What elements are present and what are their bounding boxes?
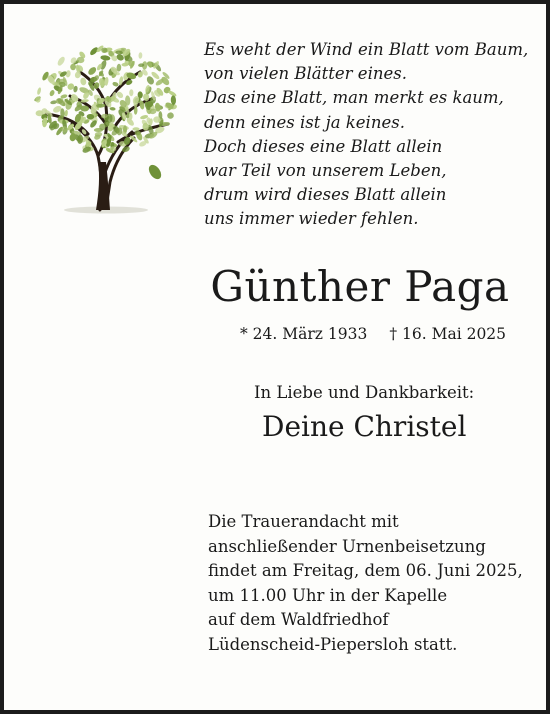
poem-line: Es weht der Wind ein Blatt vom Baum,	[204, 40, 529, 59]
poem-line: von vielen Blätter eines.	[204, 64, 407, 84]
service-line: um 11.00 Uhr in der Kapelle	[208, 585, 448, 605]
leaf	[80, 77, 87, 86]
leaf	[138, 52, 142, 59]
leaf	[171, 95, 177, 105]
poem-line: Doch dieses eine Blatt allein	[204, 136, 443, 156]
leaf	[87, 66, 98, 77]
poem-line: uns immer wieder fehlen.	[204, 209, 419, 229]
mourner-signature: Deine Christel	[262, 410, 467, 443]
leaf	[167, 112, 175, 119]
service-line: anschließender Urnenbeisetzung	[208, 536, 486, 556]
leaf	[60, 125, 68, 133]
poem-line: drum wird dieses Blatt allein	[204, 185, 447, 205]
poem-line: Das eine Blatt, man merkt es kaum,	[204, 88, 504, 108]
leaf	[35, 96, 40, 102]
service-line: Lüdenscheid-Piepersloh statt.	[208, 634, 458, 654]
leaf	[64, 110, 68, 117]
leaf	[112, 81, 119, 87]
death-date: † 16. Mai 2025	[389, 325, 507, 343]
service-line: auf dem Waldfriedhof	[208, 610, 389, 630]
service-line: Die Trauerandacht mit	[208, 512, 399, 531]
leaf	[56, 56, 66, 67]
leaf	[109, 107, 115, 111]
poem	[204, 38, 534, 232]
leaf	[129, 89, 133, 96]
life-dates	[240, 325, 506, 343]
leaf	[49, 89, 56, 97]
mourners-intro: In Liebe und Dankbarkeit:	[254, 383, 475, 402]
deceased-name: Günther Paga	[210, 262, 510, 311]
tree-icon	[22, 32, 190, 222]
poem-line: war Teil von unserem Leben,	[204, 161, 447, 181]
service-line: findet am Freitag, dem 06. Juni 2025,	[208, 561, 523, 581]
birth-date: * 24. März 1933	[240, 325, 368, 343]
leaf	[70, 64, 76, 70]
leaf	[100, 55, 111, 61]
poem-line: denn eines ist ja keines.	[204, 112, 405, 132]
service-notice	[208, 510, 523, 658]
leaf	[36, 87, 41, 95]
